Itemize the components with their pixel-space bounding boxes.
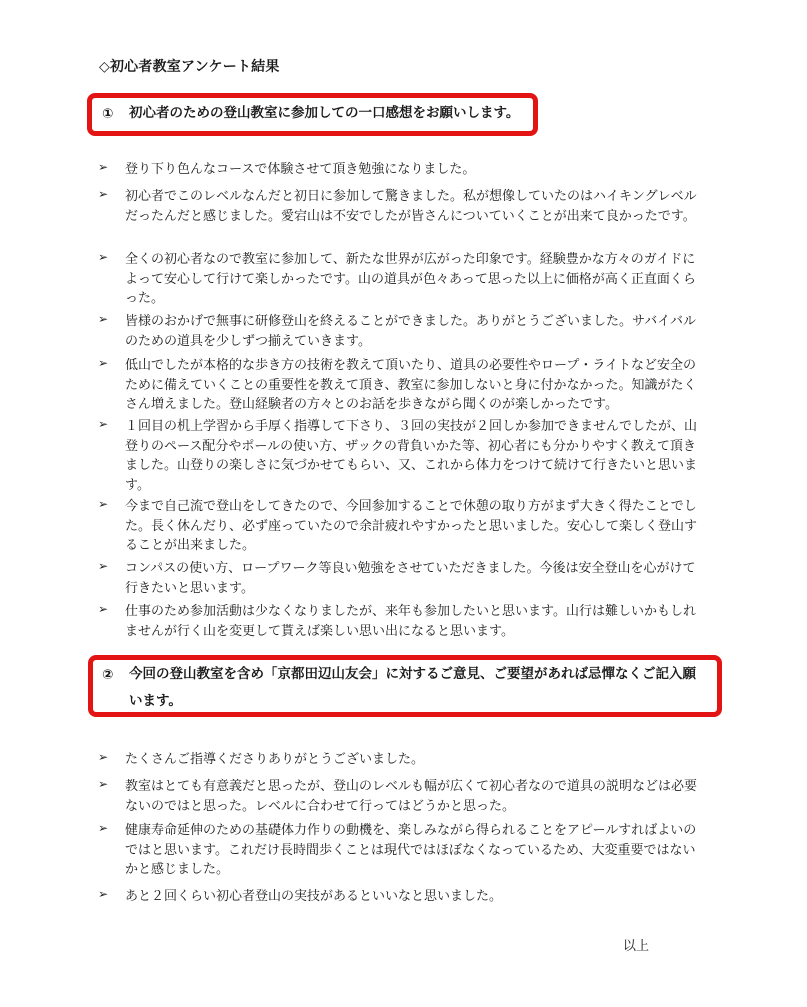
answer-text: 教室はとても有意義だと思ったが、登山のレベルも幅が広くて初心者なので道具の説明などは必要ないのではと思った。レベルに合わせて行ってはどうかと思った。 <box>125 779 698 814</box>
question-1-text: 初心者のための登山教室に参加しての一口感想をお願いします。 <box>129 105 520 121</box>
arrowhead-bullet-icon: ➢ <box>98 250 109 264</box>
arrowhead-bullet-icon: ➢ <box>98 187 109 201</box>
arrowhead-bullet-icon: ➢ <box>98 750 109 764</box>
arrowhead-bullet-icon: ➢ <box>98 356 109 370</box>
question-1-number: ① <box>102 106 114 122</box>
arrowhead-bullet-icon: ➢ <box>98 497 109 511</box>
answer-text: 登り下り色んなコースで体験させて頂き勉強になりました。 <box>125 162 476 177</box>
arrowhead-bullet-icon: ➢ <box>98 887 109 901</box>
answer-text: １回目の机上学習から手厚く指導して下さり、３回の実技が２回しか参加できませんでしたが、山登りのペース配分やポールの使い方、ザックの背負いかた等、初心者にも分かりやすく教えて頂きました。山登りの楽しさに気づかせてもらい、又、これから体力をつけて続けて行きたいと思います。 <box>125 419 698 493</box>
answer-text: コンパスの使い方、ロープワーク等良い勉強をさせていただきました。今後は安全登山を心がけて行きたいと思います。 <box>125 561 696 596</box>
arrowhead-bullet-icon: ➢ <box>98 602 109 616</box>
answer-text: あと２回くらい初心者登山の実技があるといいなと思いました。 <box>125 889 503 904</box>
arrowhead-bullet-icon: ➢ <box>98 777 109 791</box>
arrowhead-bullet-icon: ➢ <box>98 312 109 326</box>
answer-text: たくさんご指導くださりありがとうございました。 <box>125 752 425 767</box>
answer-text: 全くの初心者なので教室に参加して、新たな世界が広がった印象です。経験豊かな方々のガイドによって安心して行けて楽しかったです。山の道具が色々あって思った以上に価格が高く正直面くらった。 <box>125 252 696 306</box>
arrowhead-bullet-icon: ➢ <box>98 559 109 573</box>
page-title: ◇初心者教室アンケート結果 <box>99 59 280 75</box>
answer-text: 低山でしたが本格的な歩き方の技術を教えて頂いたり、道具の必要性やロープ・ライトなど安全のために備えていくことの重要性を教えて頂き、教室に参加しないと身に付かなかった。知識がたくさん増えました。登山経験者の方々とのお話を歩きながら聞くのが楽しかったです。 <box>125 358 697 412</box>
answer-text: 皆様のおかげで無事に研修登山を終えることができました。ありがとうございました。サバイバルのための道具を少しずつ揃えていきます。 <box>125 314 696 349</box>
question-2-text: 今回の登山教室を含め「京都田辺山友会」に対するご意見、ご要望があれば忌憚なくご記入願います。 <box>129 666 696 709</box>
question-2-number: ② <box>102 667 114 683</box>
arrowhead-bullet-icon: ➢ <box>98 417 109 431</box>
answer-text: 初心者でこのレベルなんだと初日に参加して驚きました。私が想像していたのはハイキングレベルだったんだと感じました。愛宕山は不安でしたが皆さんについていくことが出来て良かったです。 <box>125 189 697 224</box>
answer-text: 今まで自己流で登山をしてきたので、今回参加することで休憩の取り方がまず大きく得たことでした。長く休んだり、必ず座っていたので余計疲れやすかったと思いました。安心して楽しく登山することが出来ました。 <box>125 499 698 553</box>
closing-mark: 以上 <box>623 939 650 954</box>
arrowhead-bullet-icon: ➢ <box>98 821 109 835</box>
arrowhead-bullet-icon: ➢ <box>98 160 109 174</box>
answer-text: 健康寿命延伸のための基礎体力作りの動機を、楽しみながら得られることをアピールすればよいのではと思います。これだけ長時間歩くことは現代ではほぼなくなっているため、大変重要ではないかと感じました。 <box>125 823 697 877</box>
answer-text: 仕事のため参加活動は少なくなりましたが、来年も参加したいと思います。山行は難しいかもしれませんが行く山を変更して貰えば楽しい思い出になると思います。 <box>125 604 696 639</box>
